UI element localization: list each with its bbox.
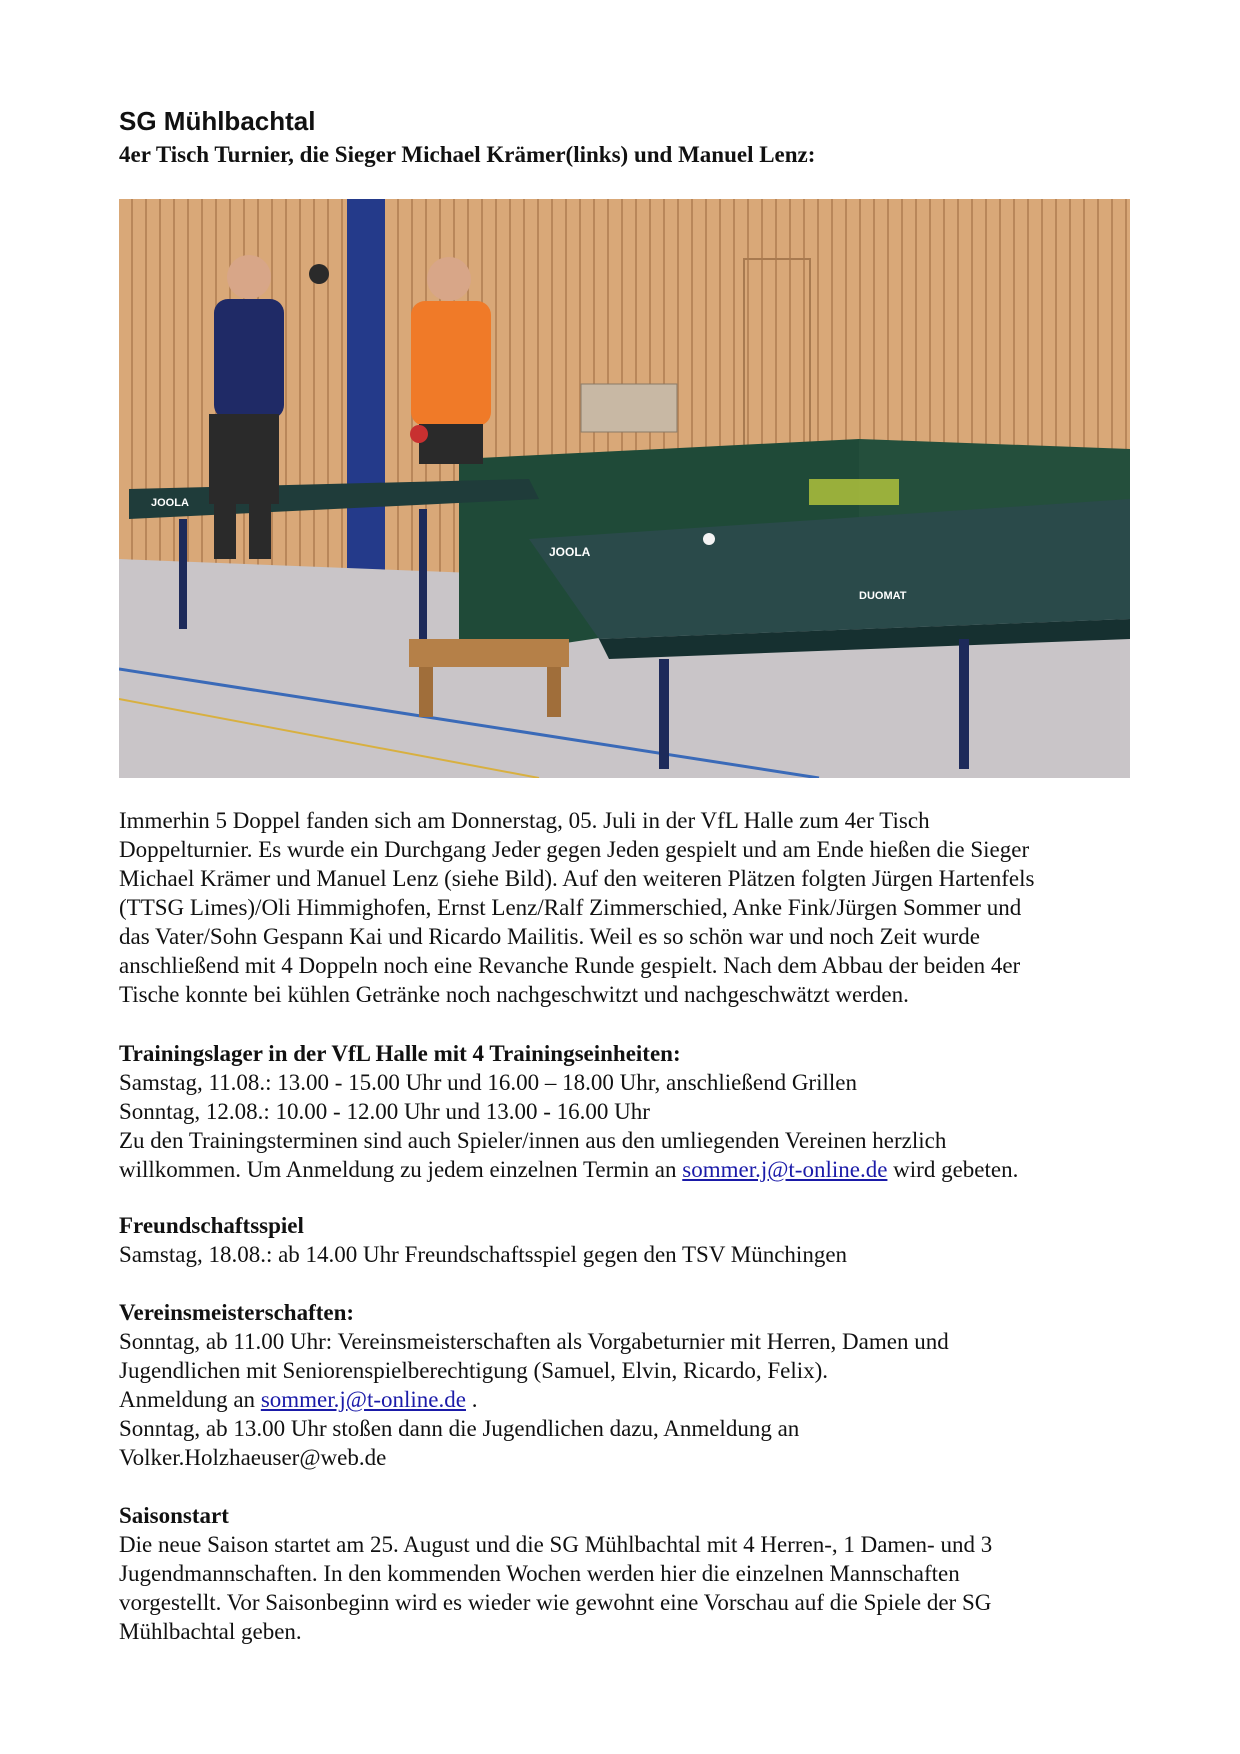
intro-line: das Vater/Sohn Gespann Kai und Ricardo Mailitis. Weil es so schön war und noch Zeit wurde: [119, 924, 980, 949]
duomat-label: DUOMAT: [859, 590, 907, 602]
intro-line: Michael Krämer und Manuel Lenz (siehe Bild). Auf den weiteren Plätzen folgten Jürgen Hartenfels: [119, 866, 1035, 891]
article-headline: 4er Tisch Turnier, die Sieger Michael Krämer(links) und Manuel Lenz:: [119, 142, 816, 167]
friendly-line: Samstag, 18.08.: ab 14.00 Uhr Freundschaftsspiel gegen den TSV Münchingen: [119, 1242, 848, 1267]
intro-line: (TTSG Limes)/Oli Himmighofen, Ernst Lenz/Ralf Zimmerschied, Anke Fink/Jürgen Sommer und: [119, 895, 1022, 920]
joola-label-left: JOOLA: [151, 497, 189, 509]
season-section: [119, 1501, 1129, 1646]
training-line-text: willkommen. Um Anmeldung zu jedem einzelnen Termin an: [119, 1157, 683, 1182]
championship-section: [119, 1298, 1129, 1472]
training-line: Sonntag, 12.08.: 10.00 - 12.00 Uhr und 13.00 - 16.00 Uhr: [119, 1099, 650, 1124]
championship-title: Vereinsmeisterschaften:: [119, 1300, 355, 1325]
tournament-photo: [119, 199, 1130, 778]
intro-line: Immerhin 5 Doppel fanden sich am Donnerstag, 05. Juli in der VfL Halle zum 4er Tisch: [119, 808, 930, 833]
training-title: Trainingslager in der VfL Halle mit 4 Trainingseinheiten:: [119, 1041, 681, 1066]
season-line: Jugendmannschaften. In den kommenden Wochen werden hier die einzelnen Mannschaften: [119, 1561, 960, 1586]
intro-line: Doppelturnier. Es wurde ein Durchgang Jeder gegen Jeden gespielt und am Ende hießen die Sieger: [119, 837, 1030, 862]
intro-line: anschließend mit 4 Doppeln noch eine Revanche Runde gespielt. Nach dem Abbau der beiden 4er: [119, 953, 1021, 978]
club-name: SG Mühlbachtal: [119, 106, 316, 136]
training-line: Zu den Trainingsterminen sind auch Spieler/innen aus den umliegenden Vereinen herzlich: [119, 1128, 947, 1153]
training-section: [119, 1039, 1129, 1184]
season-title: Saisonstart: [119, 1503, 229, 1528]
season-line: Mühlbachtal geben.: [119, 1619, 302, 1644]
friendly-title: Freundschaftsspiel: [119, 1213, 304, 1238]
championship-line-text: Anmeldung an: [119, 1387, 261, 1412]
season-line: Die neue Saison startet am 25. August und die SG Mühlbachtal mit 4 Herren-, 1 Damen- und 3: [119, 1532, 993, 1557]
championship-line-text: .: [465, 1387, 478, 1412]
championship-line: Jugendlichen mit Seniorenspielberechtigung (Samuel, Elvin, Ricardo, Felix).: [119, 1358, 829, 1383]
championship-line: Sonntag, ab 13.00 Uhr stoßen dann die Jugendlichen dazu, Anmeldung an: [119, 1416, 800, 1441]
friendly-section: [119, 1211, 1129, 1269]
intro-paragraph: [119, 806, 1129, 1009]
championship-line: Volker.Holzhaeuser@web.de: [119, 1445, 387, 1470]
training-line-text: wird gebeten.: [887, 1157, 1019, 1182]
championship-line: Sonntag, ab 11.00 Uhr: Vereinsmeisterschaften als Vorgabeturnier mit Herren, Damen und: [119, 1329, 949, 1354]
joola-label-right: JOOLA: [549, 545, 591, 559]
training-line: Samstag, 11.08.: 13.00 - 15.00 Uhr und 16.00 – 18.00 Uhr, anschließend Grillen: [119, 1070, 857, 1095]
intro-line: Tische konnte bei kühlen Getränke noch nachgeschwitzt und nachgeschwätzt werden.: [119, 982, 909, 1007]
championship-email-link[interactable]: sommer.j@t-online.de: [260, 1387, 466, 1412]
championship-line: [119, 1385, 1129, 1414]
training-email-link[interactable]: sommer.j@t-online.de: [682, 1157, 888, 1182]
training-line: [119, 1155, 1129, 1184]
season-line: vorgestellt. Vor Saisonbeginn wird es wieder wie gewohnt eine Vorschau auf die Spiele der SG: [119, 1590, 992, 1615]
